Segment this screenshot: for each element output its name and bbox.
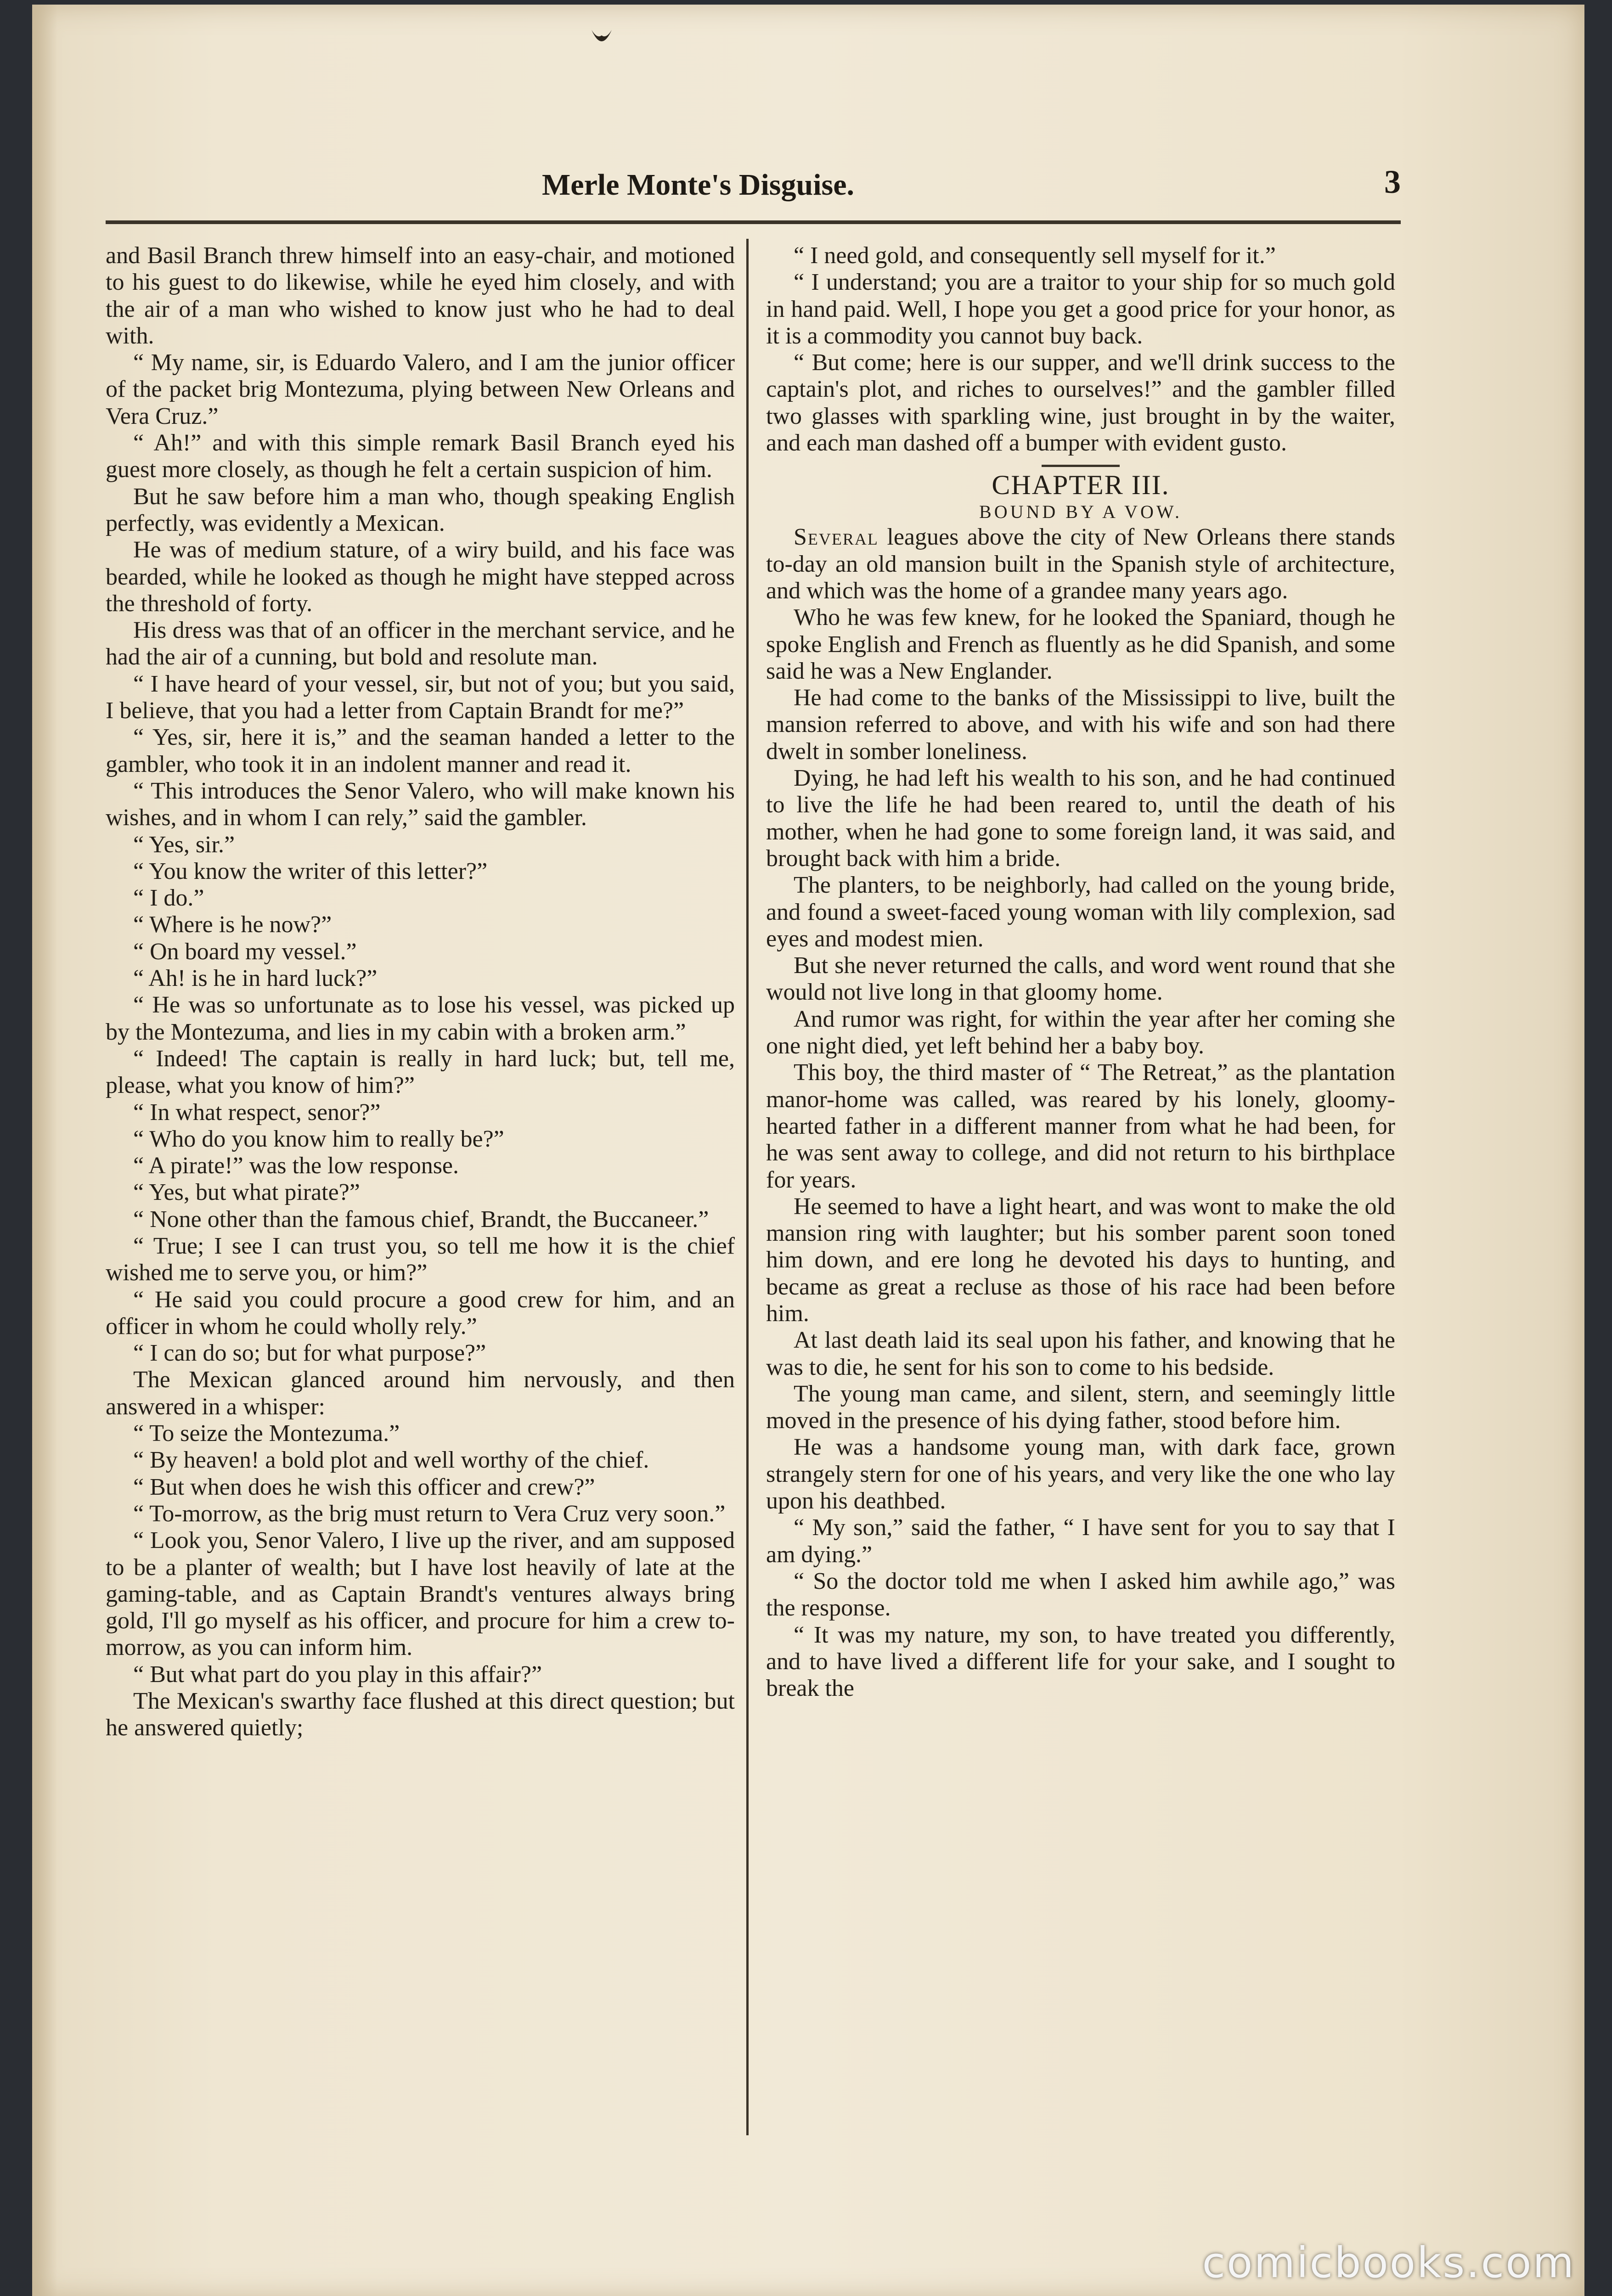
paragraph: But she never returned the calls, and word went round that she would not live long in that gloomy home. [766,952,1395,1006]
paragraph: The young man came, and silent, stern, and seemingly little moved in the presence of his dying father, stood before him. [766,1380,1395,1434]
paragraph: “ But when does he wish this officer and crew?” [133,1474,595,1500]
paragraph: “ Ah! is he in hard luck?” [133,965,378,992]
paragraph: The Mexican's swarthy face flushed at this direct question; but he answered quietly; [106,1688,735,1741]
page-header [106,149,1401,214]
paragraph: “ I understand; you are a traitor to your ship for so much gold in hand paid. Well, I hope you get a good price for your honor, as it is a commodity you cannot buy back. [766,269,1395,349]
paragraph: Dying, he had left his wealth to his son, and he had continued to live the life he had been reared to, until the death of his mother, when he had gone to some foreign land, it was said, and brought back with him a bride. [766,765,1395,872]
paragraph: “ He was so unfortunate as to lose his vessel, was picked up by the Montezuma, and lies in my cabin with a broken arm.” [106,992,735,1045]
paragraph: “ I can do so; but for what purpose?” [133,1340,486,1367]
paragraph: “ In what respect, senor?” [133,1099,381,1125]
page-edge-shadow [32,5,57,2296]
right-column [766,242,1395,1702]
chapter-heading: CHAPTER III. [992,470,1170,501]
paragraph: “ Yes, sir, here it is,” and the seaman handed a letter to the gambler, who took it in an indolent manner and read it. [106,724,735,777]
paragraph: “ I need gold, and consequently sell myself for it.” [794,242,1276,269]
paragraph: He was a handsome young man, with dark face, grown strangely stern for one of his years, and very like the one who lay upon his deathbed. [766,1434,1395,1514]
header-rule [106,220,1401,224]
paragraph: “ But come; here is our supper, and we'll drink success to the captain's plot, and riches to ourselves!” and the gambler filled two glasses with sparkling wine, just brought in by the waiter, and each man dashed off a bumper with evident gusto. [766,349,1395,456]
column-divider [746,239,749,2135]
paragraph: “ A pirate!” was the low response. [133,1153,459,1179]
paragraph: “ He said you could procure a good crew for him, and an officer in whom he could wholly rely.” [106,1286,735,1339]
paragraph: “ So the doctor told me when I asked him awhile ago,” was the response. [766,1568,1395,1621]
paragraph: “ By heaven! a bold plot and well worthy of the chief. [133,1447,649,1474]
paragraph: Who he was few knew, for he looked the Spaniard, though he spoke English and French as fluently as he did Spanish, and some said he was a New Englander. [766,604,1395,684]
chapter-rule [1042,465,1120,467]
paragraph: “ I have heard of your vessel, sir, but not of you; but you said, I believe, that you had a letter from Captain Brandt for me?” [106,670,735,724]
chapter-opening-paragraph [766,524,1395,604]
paragraph: The planters, to be neighborly, had called on the young bride, and found a sweet-faced young woman with lily complexion, sad eyes and modest mien. [766,872,1395,952]
paragraph: He seemed to have a light heart, and was wont to make the old mansion ring with laughter; but his somber parent soon toned him down, and ere long he devoted his days to hunting, and became as great a recluse as those of his race had been before him. [766,1193,1395,1327]
paragraph: “ You know the writer of this letter?” [133,858,488,884]
paragraph: “ It was my nature, my son, to have treated you differently, and to have lived a different life for your sake, and I sought to break the [766,1621,1395,1702]
paragraph: “ Who do you know him to really be?” [133,1125,504,1152]
paragraph: “ Indeed! The captain is really in hard luck; but, tell me, please, what you know of him?” [106,1045,735,1099]
drop-word: Several [794,524,879,551]
paragraph: “ Ah!” and with this simple remark Basil Branch eyed his guest more closely, as though he felt a certain suspicion of him. [106,430,735,483]
paragraph: “ But what part do you play in this affair?” [133,1661,542,1688]
paragraph: “ On board my vessel.” [133,938,357,965]
watermark: comicbooks.com [1202,2238,1575,2287]
paragraph: He was of medium stature, of a wiry build, and his face was bearded, while he looked as though he might have stepped across the threshold of forty. [106,537,735,617]
paragraph: “ Look you, Senor Valero, I live up the river, and am supposed to be a planter of wealth; but I have lost heavily of late at the gaming-table, and as Captain Brandt's ventures always bring gold, I'll go myself as his officer, and procure for him a crew to-morrow, as you can inform him. [106,1527,735,1661]
paragraph: His dress was that of an officer in the merchant service, and he had the air of a cunning, but bold and resolute man. [106,617,735,670]
paragraph: This boy, the third master of “ The Retreat,” as the plantation manor-home was called, was reared by his lonely, gloomy-hearted father in a different manner from what he had been, for he was sent away to college, and did not return to his birthplace for years. [766,1059,1395,1193]
chapter-subtitle: BOUND BY A VOW. [979,501,1182,523]
paragraph: “ True; I see I can trust you, so tell me how it is the chief wished me to serve you, or him?” [106,1232,735,1286]
paragraph: “ Where is he now?” [133,912,332,938]
paragraph: and Basil Branch threw himself into an easy-chair, and motioned to his guest to do likewise, while he eyed him closely, and with the air of a man who wished to know just who he had to deal with. [106,242,735,349]
paragraph: “ My son,” said the father, “ I have sent for you to say that I am dying.” [766,1514,1395,1568]
paragraph: At last death laid its seal upon his father, and knowing that he was to die, he sent for his son to come to his bedside. [766,1327,1395,1380]
paragraph: “ I do.” [133,885,204,912]
paragraph: “ Yes, sir.” [133,831,235,858]
paragraph: “ None other than the famous chief, Brandt, the Buccaneer.” [133,1206,709,1232]
running-title: Merle Monte's Disguise. [542,168,855,202]
ink-mark-icon [588,25,615,57]
paragraph: “ My name, sir, is Eduardo Valero, and I am the junior officer of the packet brig Montezuma, plying between New Orleans and Vera Cruz.” [106,349,735,429]
paragraph: And rumor was right, for within the year after her coming she one night died, yet left behind her a baby boy. [766,1006,1395,1059]
paragraph: He had come to the banks of the Mississippi to live, built the mansion referred to above, and with his wife and son had there dwelt in somber loneliness. [766,685,1395,765]
paragraph: The Mexican glanced around him nervously, and then answered in a whisper: [106,1367,735,1420]
opening-text: leagues above the city of New Orleans there stands to-day an old mansion built in the Spanish style of architecture, and which was the home of a grandee many years ago. [766,524,1395,604]
paragraph: “ Yes, but what pirate?” [133,1179,360,1206]
paragraph: “ To seize the Montezuma.” [133,1420,400,1447]
paragraph: But he saw before him a man who, though speaking English perfectly, was evidently a Mexican. [106,483,735,536]
page-number: 3 [1384,163,1401,200]
paragraph: “ This introduces the Senor Valero, who will make known his wishes, and in whom I can rely,” said the gambler. [106,777,735,831]
left-column [106,242,735,1742]
paragraph: “ To-morrow, as the brig must return to Vera Cruz very soon.” [133,1500,726,1527]
